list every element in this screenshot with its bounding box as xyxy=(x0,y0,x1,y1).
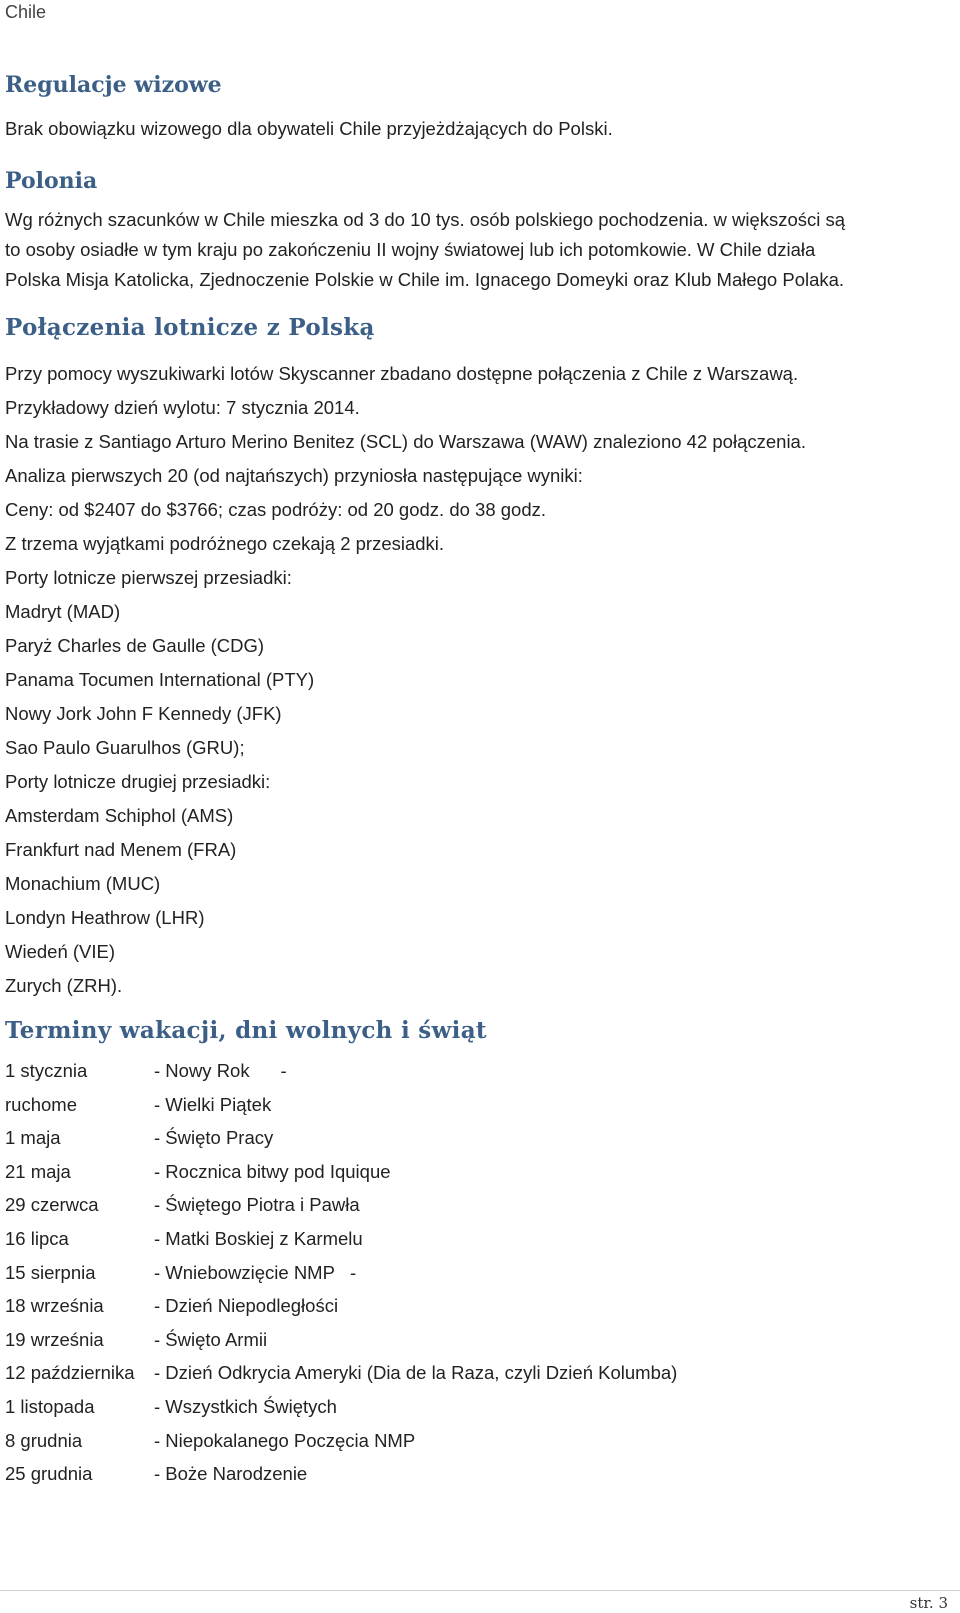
holiday-date: 16 lipca xyxy=(5,1227,69,1249)
polonia-line: to osoby osiadłe w tym kraju po zakończeniu II wojny światowej lub ich potomkowie. W Chile działa xyxy=(5,239,816,260)
holiday-name: - Dzień Niepodległości xyxy=(154,1295,339,1317)
holiday-row xyxy=(5,1394,677,1428)
holiday-name: - Dzień Odkrycia Ameryki (Dia de la Raza, czyli Dzień Kolumba) xyxy=(154,1362,678,1384)
holiday-row xyxy=(5,1428,677,1462)
holidays-section-title: Terminy wakacji, dni wolnych i świąt xyxy=(5,1017,487,1044)
holiday-row xyxy=(5,1226,677,1260)
holiday-row xyxy=(5,1058,677,1092)
holiday-date: 12 października xyxy=(5,1362,135,1384)
holiday-row xyxy=(5,1461,677,1495)
polonia-paragraph xyxy=(5,205,845,295)
flights-line: Monachium (MUC) xyxy=(5,873,161,894)
footer-divider xyxy=(0,1590,960,1591)
visa-text: Brak obowiązku wizowego dla obywateli Chile przyjeżdżających do Polski. xyxy=(5,118,613,139)
holiday-date: 25 grudnia xyxy=(5,1463,93,1485)
holiday-row xyxy=(5,1192,677,1226)
holiday-row xyxy=(5,1293,677,1327)
flights-content xyxy=(5,362,806,1008)
flights-line: Zurych (ZRH). xyxy=(5,975,123,996)
flights-line: Z trzema wyjątkami podróżnego czekają 2 przesiadki. xyxy=(5,533,445,554)
flights-line: Przy pomocy wyszukiwarki lotów Skyscanner zbadano dostępne połączenia z Chile z Warszawą. xyxy=(5,363,799,384)
holiday-date: 29 czerwca xyxy=(5,1194,99,1216)
flights-line: Ceny: od $2407 do $3766; czas podróży: od 20 godz. do 38 godz. xyxy=(5,499,547,520)
holiday-row xyxy=(5,1125,677,1159)
holiday-name: - Wielki Piątek xyxy=(154,1093,272,1115)
flights-line: Porty lotnicze pierwszej przesiadki: xyxy=(5,567,292,588)
holiday-date: 8 grudnia xyxy=(5,1429,83,1451)
holiday-date: 1 maja xyxy=(5,1127,61,1149)
holiday-row xyxy=(5,1260,677,1294)
page-header-country: Chile xyxy=(5,2,47,22)
holiday-name: - Boże Narodzenie xyxy=(154,1463,308,1485)
flights-line: Londyn Heathrow (LHR) xyxy=(5,907,205,928)
flights-line: Na trasie z Santiago Arturo Merino Benitez (SCL) do Warszawa (WAW) znaleziono 42 połączenia. xyxy=(5,431,806,452)
holiday-name: - Nowy Rok - xyxy=(154,1060,287,1081)
holiday-name: - Matki Boskiej z Karmelu xyxy=(154,1227,363,1249)
holiday-name: - Świętego Piotra i Pawła xyxy=(154,1194,360,1216)
holiday-date: 1 stycznia xyxy=(5,1060,88,1081)
holiday-row xyxy=(5,1360,677,1394)
holiday-name: - Niepokalanego Poczęcia NMP xyxy=(154,1429,416,1451)
holiday-name: - Święto Armii xyxy=(154,1328,268,1350)
polonia-line: Wg różnych szacunków w Chile mieszka od 3 do 10 tys. osób polskiego pochodzenia. w większości są xyxy=(5,209,846,230)
holiday-name: - Święto Pracy xyxy=(154,1127,274,1149)
page-number: str. 3 xyxy=(909,1594,948,1612)
holiday-date: 18 września xyxy=(5,1295,104,1317)
flights-line: Wiedeń (VIE) xyxy=(5,941,116,962)
flights-section-title: Połączenia lotnicze z Polską xyxy=(5,314,375,341)
holiday-date: 21 maja xyxy=(5,1160,71,1182)
holiday-name: - Wszystkich Świętych xyxy=(154,1395,337,1417)
flights-line: Porty lotnicze drugiej przesiadki: xyxy=(5,771,271,792)
holiday-row xyxy=(5,1327,677,1361)
polonia-section-title: Polonia xyxy=(5,168,98,194)
holiday-date: 15 sierpnia xyxy=(5,1261,96,1283)
flights-line: Sao Paulo Guarulhos (GRU); xyxy=(5,737,245,758)
flights-line: Przykładowy dzień wylotu: 7 stycznia 2014. xyxy=(5,397,360,418)
holidays-table xyxy=(5,1058,677,1495)
flights-line: Analiza pierwszych 20 (od najtańszych) przyniosła następujące wyniki: xyxy=(5,465,583,486)
holiday-row xyxy=(5,1092,677,1126)
polonia-line: Polska Misja Katolicka, Zjednoczenie Polskie w Chile im. Ignacego Domeyki oraz Klub Małego Polaka. xyxy=(5,269,845,290)
holiday-name: - Wniebowzięcie NMP - xyxy=(154,1261,357,1283)
holiday-row xyxy=(5,1159,677,1193)
holiday-date: 19 września xyxy=(5,1328,104,1350)
flights-line: Nowy Jork John F Kennedy (JFK) xyxy=(5,703,282,724)
flights-line: Panama Tocumen International (PTY) xyxy=(5,669,315,690)
flights-line: Paryż Charles de Gaulle (CDG) xyxy=(5,635,265,656)
visa-section-title: Regulacje wizowe xyxy=(5,72,222,98)
flights-line: Madryt (MAD) xyxy=(5,601,121,622)
flights-line: Frankfurt nad Menem (FRA) xyxy=(5,839,237,860)
holiday-date: 1 listopada xyxy=(5,1395,95,1417)
holiday-date: ruchome xyxy=(5,1093,77,1115)
holiday-name: - Rocznica bitwy pod Iquique xyxy=(154,1160,391,1182)
flights-line: Amsterdam Schiphol (AMS) xyxy=(5,805,234,826)
